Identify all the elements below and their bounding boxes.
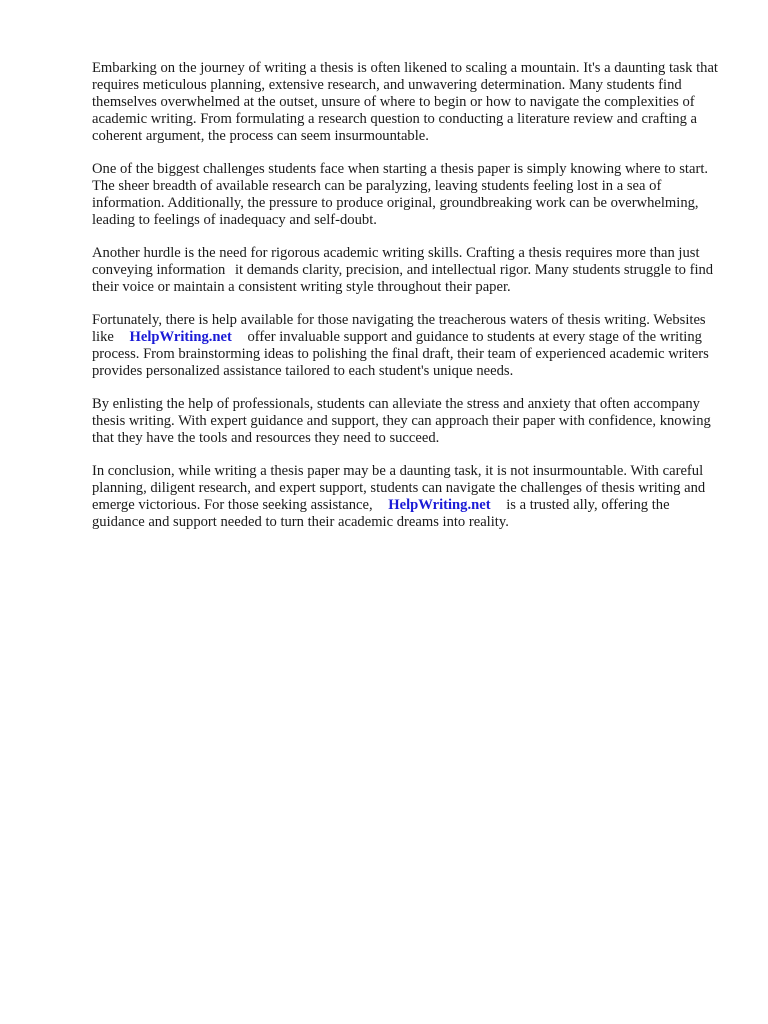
paragraph-help-text-start: Fortunately, there is help available for those navigating the treacherous waters of thesis writing. Websites like [92,312,706,345]
paragraph-writing-skills-text-start: Another hurdle is the need for rigorous academic writing skills. Crafting a thesis requires more than just conveying information [92,245,700,278]
paragraph-conclusion-text-end: is a trusted ally, offering the guidance and support needed to turn their academic dreams into reality. [92,497,670,530]
paragraph-writing-skills [92,245,724,296]
helpwriting-link[interactable]: HelpWriting.net [388,497,491,513]
paragraph-writing-skills-text-end: it demands clarity, precision, and intellectual rigor. Many students struggle to find their voice or maintain a consistent writing style throughout their paper. [92,262,714,295]
helpwriting-link[interactable]: HelpWriting.net [129,329,232,345]
paragraph-conclusion [92,463,724,531]
paragraph-help-available [92,312,724,380]
paragraph-challenges: One of the biggest challenges students face when starting a thesis paper is simply knowing where to start. The sheer breadth of available research can be paralyzing, leaving students feeling lost in a sea of information. Additionally, the pressure to produce original, groundbreaking work can be overwhelming, leading to feelings of inadequacy and self-doubt. [92,161,709,228]
paragraph-help-text-end: offer invaluable support and guidance to students at every stage of the writing process. From brainstorming ideas to polishing the final draft, their team of experienced academic writers provides personalized assistance tailored to each student's unique needs. [92,329,709,379]
document-body [92,60,724,547]
paragraph-professionals: By enlisting the help of professionals, students can alleviate the stress and anxiety that often accompany thesis writing. With expert guidance and support, they can approach their paper with confidence, knowing that they have the tools and resources they need to succeed. [92,396,711,446]
paragraph-conclusion-text-start: In conclusion, while writing a thesis paper may be a daunting task, it is not insurmountable. With careful planning, diligent research, and expert support, students can navigate the challenges of thesis writing and emerge victorious. For those seeking assistance, [92,463,706,513]
paragraph-intro: Embarking on the journey of writing a thesis is often likened to scaling a mountain. It's a daunting task that requires meticulous planning, extensive research, and unwavering determination. Many students find themselves overwhelmed at the outset, unsure of where to begin or how to navigate the complexities of academic writing. From formulating a research question to conducting a literature review and crafting a coherent argument, the process can seem insurmountable. [92,60,718,144]
